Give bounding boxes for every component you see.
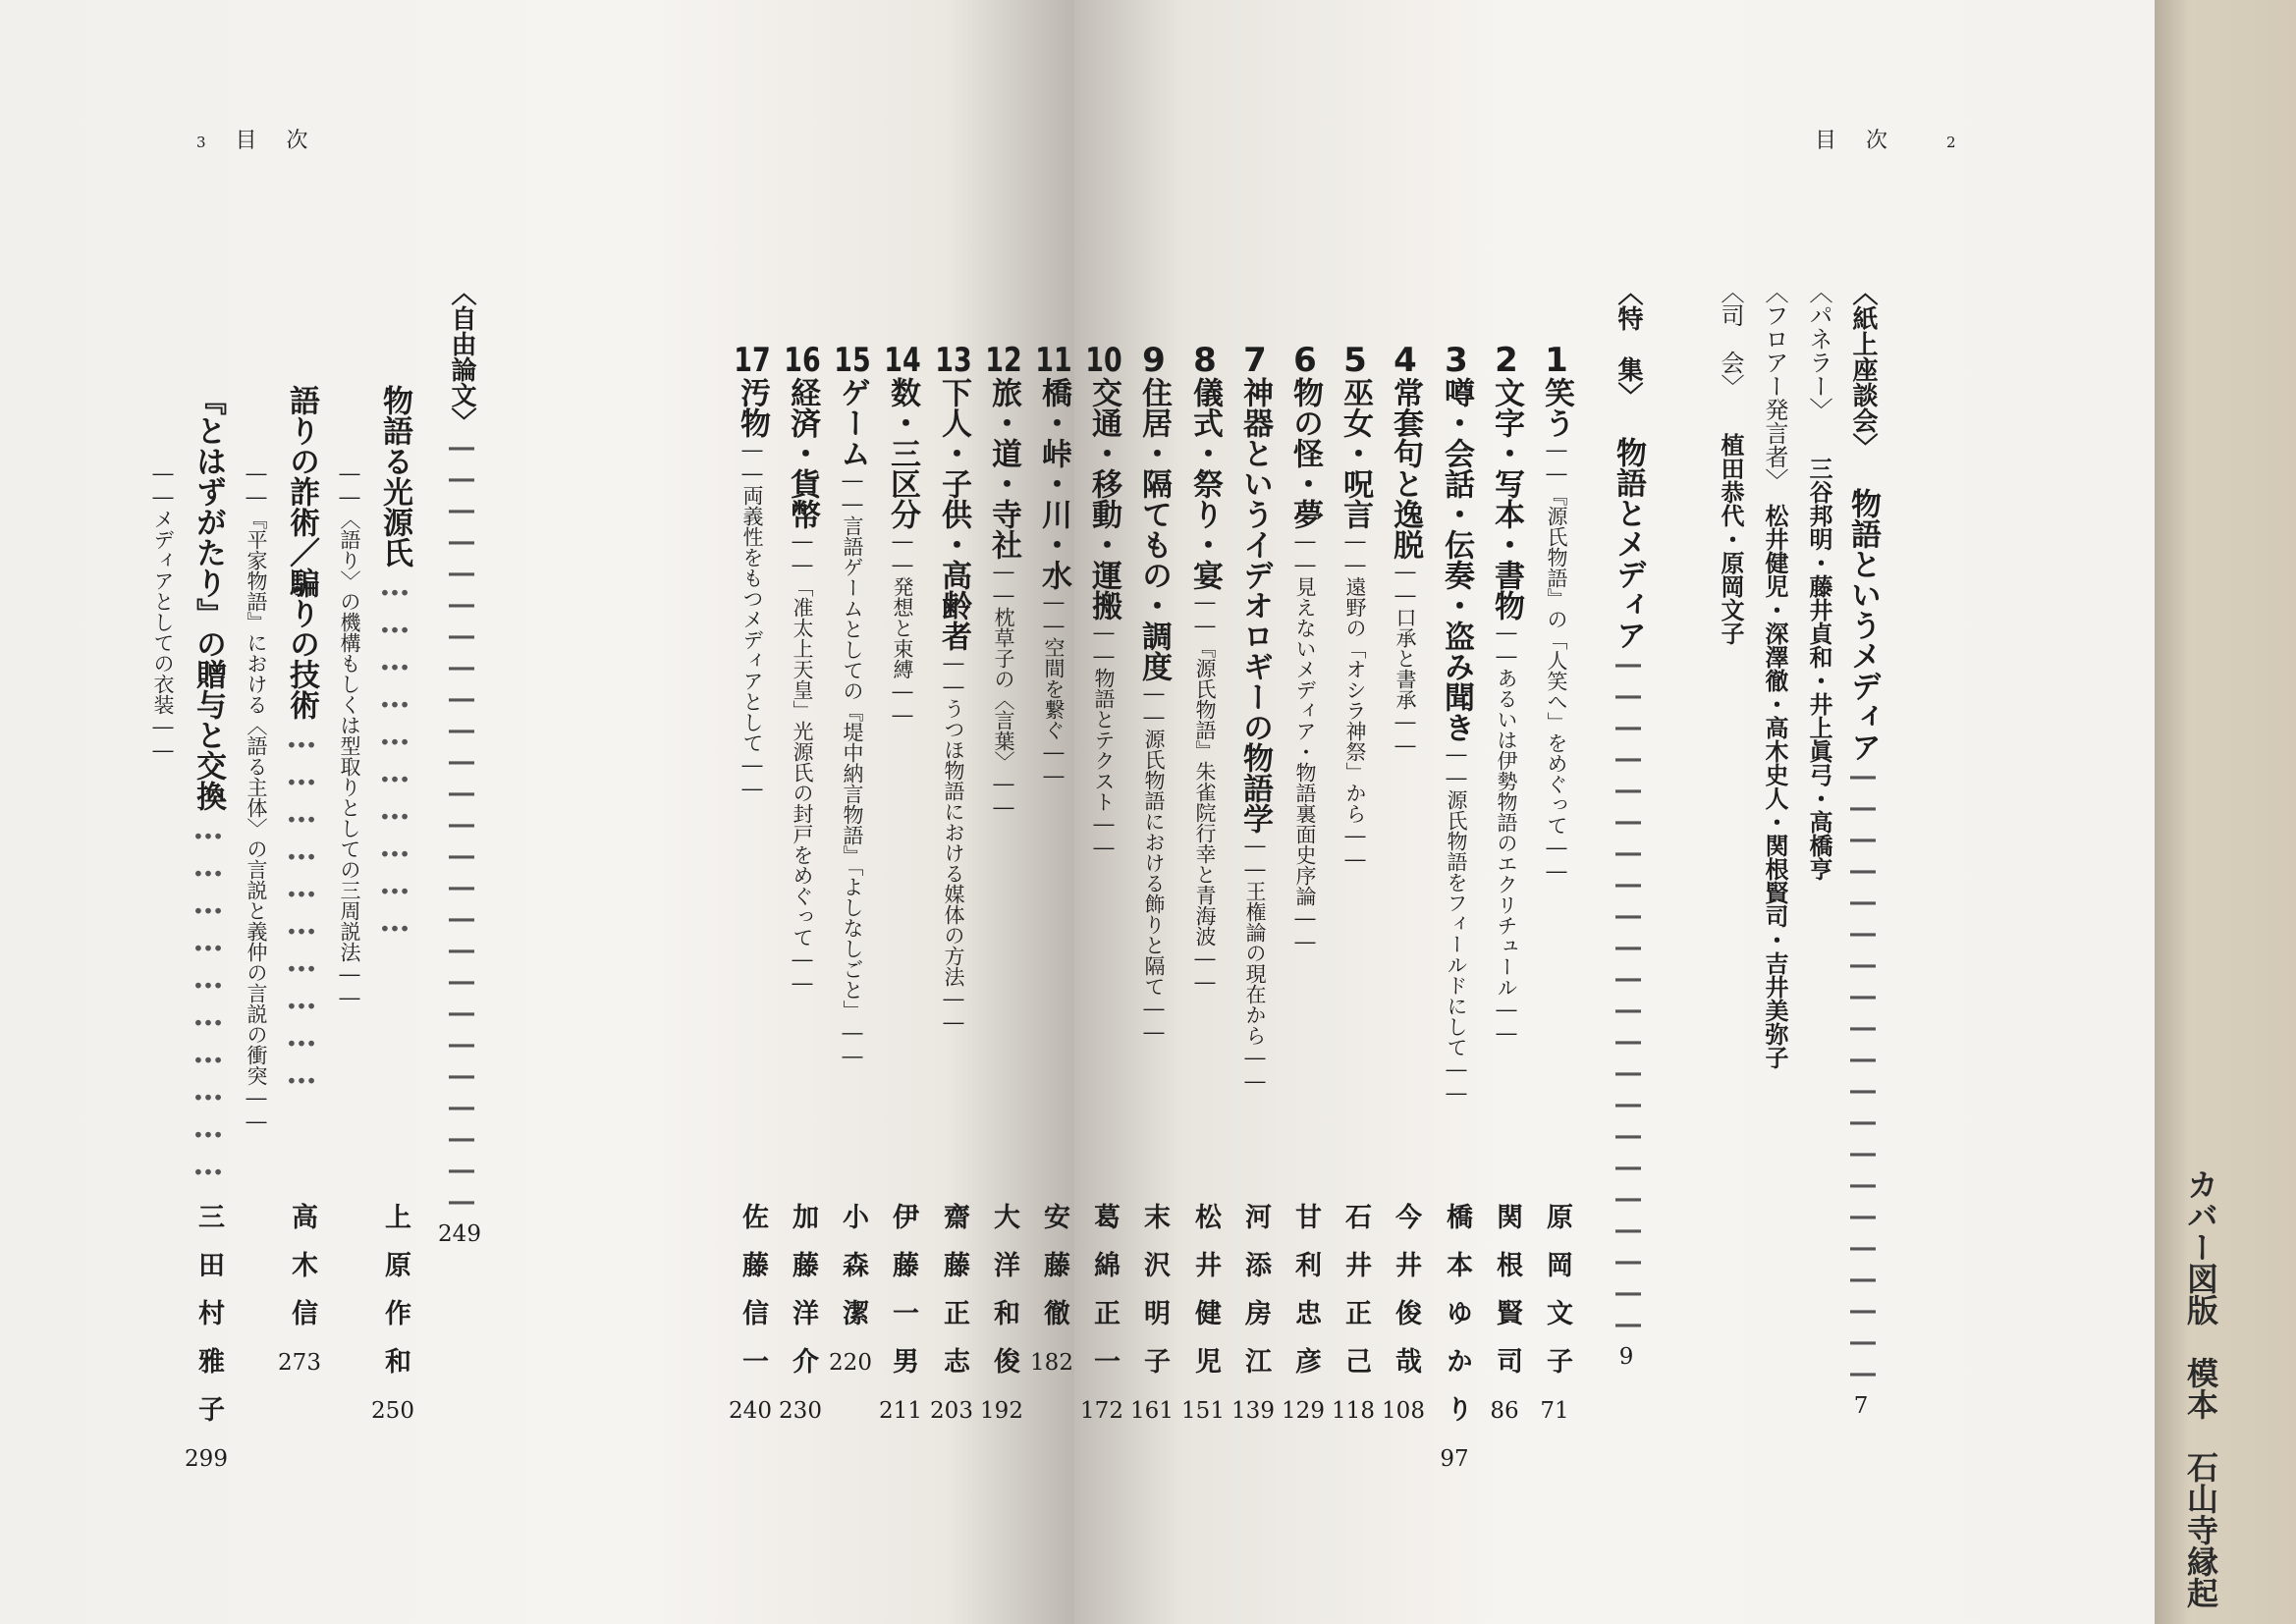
article-11[interactable]: 11橋・峠・川・水――空間を繋ぐ―― — [1032, 344, 1075, 787]
article-5[interactable]: 5巫女・呪言――遠野の「オシラ神祭」から―― — [1334, 344, 1377, 871]
moderator-line — [1709, 280, 1752, 645]
panel-label: 〈パネラー〉 — [1805, 280, 1832, 409]
article-15-byline — [831, 1203, 874, 1375]
article-number: 13 — [935, 344, 972, 377]
paper-title: 語りの詐術／騙りの技術 — [284, 385, 319, 720]
article-10[interactable]: 10交通・移動・運搬――物語とテクスト―― — [1082, 344, 1125, 859]
floor-line — [1753, 280, 1796, 1069]
article-number: 15 — [834, 344, 871, 377]
article-subtitle: 『源氏物語』朱雀院行幸と青海波 — [1193, 637, 1217, 947]
article-title: 交通・移動・運搬 — [1086, 377, 1121, 621]
article-page: 203 — [930, 1398, 973, 1424]
paper-subtitle: 『平家物語』における〈語る主体〉の言説と義仲の言説の衝突 — [245, 509, 268, 1086]
article-subtitle: 源氏物語をフィールドにして — [1445, 789, 1468, 1057]
tokushu-entry[interactable]: 〈特 集〉 物語とメディア――――――――――――――――――――――9 — [1611, 280, 1646, 1370]
paper-author: 高木信 — [287, 1203, 317, 1347]
paper-1-subtitle-line: ――〈語り〉の機構もしくは型取りとしての三周説法―― — [338, 461, 361, 1009]
article-number: 14 — [884, 344, 921, 377]
article-page: 129 — [1282, 1398, 1325, 1424]
article-author: 伊藤一男 — [888, 1203, 918, 1395]
running-head-right-text: 目次 — [1815, 129, 1918, 153]
article-4-byline — [1384, 1203, 1427, 1423]
article-author: 原岡文子 — [1542, 1203, 1572, 1395]
tokushu-page: 9 — [1618, 1344, 1634, 1370]
article-3-byline — [1435, 1203, 1478, 1471]
article-title: 噂・会話・伝奏・盗み聞き — [1439, 377, 1474, 742]
cover-credit: カバー図版 模本 石山寺縁起 — [2182, 1168, 2219, 1608]
article-page: 108 — [1382, 1398, 1425, 1424]
zadankai-label: 〈紙上座談会〉 — [1848, 280, 1878, 459]
article-author: 加藤洋介 — [788, 1203, 818, 1395]
running-head-left — [167, 124, 338, 154]
page-number-right: 2 — [1946, 134, 1956, 151]
article-author: 河添房江 — [1240, 1203, 1271, 1395]
article-page: 161 — [1130, 1398, 1174, 1424]
article-page: 230 — [779, 1398, 822, 1424]
article-13[interactable]: 13下人・子供・高齢者――うつほ物語における媒体の方法―― — [932, 344, 975, 1034]
moderator-names: 植田恭代・原岡文子 — [1717, 433, 1745, 645]
article-page: 240 — [729, 1398, 772, 1424]
article-10-byline — [1082, 1203, 1125, 1423]
moderator-label: 〈司 会〉 — [1717, 280, 1744, 386]
article-title: 住居・隔てもの・調度 — [1136, 377, 1172, 681]
article-title: 物の怪・夢 — [1287, 377, 1323, 529]
article-7-byline — [1233, 1203, 1277, 1423]
article-author: 松井健児 — [1190, 1203, 1221, 1395]
article-number: 12 — [985, 344, 1022, 377]
article-17[interactable]: 17汚物――両義性をもつメディアとして―― — [731, 344, 774, 800]
article-page: 211 — [879, 1398, 922, 1424]
article-subtitle: 見えないメディア・物語裏面史序論 — [1293, 576, 1317, 906]
article-page: 86 — [1490, 1398, 1519, 1424]
article-title: 汚物 — [735, 377, 770, 438]
article-subtitle: 言語ゲームとしての『堤中納言物語』「よしなしごと」 — [841, 515, 864, 1021]
article-title: 旅・道・寺社 — [986, 377, 1021, 560]
article-page: 182 — [1030, 1350, 1073, 1376]
article-8-byline — [1183, 1203, 1227, 1423]
article-title: 儀式・祭り・宴 — [1187, 377, 1223, 590]
article-4[interactable]: 4常套句と逸脱――口承と書承―― — [1384, 344, 1427, 757]
cover-flap — [2155, 0, 2296, 1624]
floor-names: 松井健児・深澤徹・高木史人・関根賢司・吉井美弥子 — [1761, 504, 1789, 1069]
article-1[interactable]: 1笑う――『源氏物語』の「人笑へ」をめぐって―― — [1535, 344, 1578, 883]
article-page: 118 — [1332, 1398, 1375, 1424]
running-head-left-text: 目次 — [235, 129, 338, 153]
article-author: 甘利忠彦 — [1290, 1203, 1321, 1395]
paper-page: 273 — [278, 1350, 321, 1376]
paper-page: 250 — [371, 1398, 414, 1424]
article-author: 今井俊哉 — [1391, 1203, 1421, 1395]
article-8[interactable]: 8儀式・祭り・宴――『源氏物語』朱雀院行幸と青海波―― — [1183, 344, 1227, 994]
page-number-left: 3 — [196, 134, 206, 151]
article-subtitle: 「准太上天皇」光源氏の封戸をめぐって — [791, 576, 814, 947]
article-author: 末沢明子 — [1139, 1203, 1170, 1395]
article-number: 8 — [1193, 344, 1217, 377]
article-number: 3 — [1445, 344, 1468, 377]
article-number: 1 — [1545, 344, 1568, 377]
paper-subtitle: 〈語り〉の機構もしくは型取りとしての三周説法 — [338, 509, 361, 962]
paper-2-byline — [280, 1203, 323, 1375]
article-author: 安藤徹 — [1039, 1203, 1069, 1347]
article-16[interactable]: 16経済・貨幣――「准太上天皇」光源氏の封戸をめぐって―― — [781, 344, 824, 995]
article-title: 巫女・呪言 — [1338, 377, 1373, 529]
article-number: 2 — [1495, 344, 1518, 377]
article-13-byline — [932, 1203, 975, 1423]
article-page: 151 — [1181, 1398, 1225, 1424]
article-17-byline — [731, 1203, 774, 1423]
zadankai-title: 物語というメディア — [1845, 488, 1881, 762]
article-subtitle: 物語とテクスト — [1092, 668, 1116, 812]
article-6-byline — [1284, 1203, 1327, 1423]
tokushu-label: 〈特 集〉 — [1613, 280, 1643, 407]
article-subtitle: 空間を繋ぐ — [1042, 637, 1066, 740]
article-author: 葛綿正一 — [1089, 1203, 1120, 1395]
article-number: 6 — [1293, 344, 1317, 377]
paper-2-subtitle-line: ――『平家物語』における〈語る主体〉の言説と義仲の言説の衝突―― — [245, 461, 268, 1133]
article-subtitle: 両義性をもつメディアとして — [740, 485, 764, 753]
article-page: 97 — [1440, 1446, 1469, 1472]
zadankai-entry[interactable]: 〈紙上座談会〉 物語というメディア――――――――――――――――――――7 — [1845, 280, 1881, 1419]
article-15[interactable]: 15ゲーム――言語ゲームとしての『堤中納言物語』「よしなしごと」―― — [831, 344, 874, 1068]
paper-3[interactable]: 『とはずがたり』の贈与と交換………………………… — [191, 385, 226, 1184]
paper-author: 三田村雅子 — [193, 1203, 224, 1443]
article-title: 下人・子供・高齢者 — [936, 377, 971, 651]
panel-line — [1797, 280, 1840, 881]
article-14[interactable]: 14数・三区分――発想と束縛―― — [881, 344, 924, 727]
article-subtitle: 王権論の現在から — [1243, 881, 1267, 1046]
paper-2[interactable]: 語りの詐術／騙りの技術………………………… — [284, 385, 319, 1093]
article-2[interactable]: 2文字・写本・書物――あるいは伊勢物語のエクリチュール―― — [1485, 344, 1528, 1045]
paper-title: 物語る光源氏 — [377, 385, 412, 568]
article-title: 常套句と逸脱 — [1388, 377, 1423, 560]
article-author: 橋本ゆかり — [1442, 1203, 1472, 1443]
jiyu-page: 249 — [438, 1221, 481, 1247]
article-7[interactable]: 7神器というイデオロギーの物語学――王権論の現在から―― — [1233, 344, 1277, 1093]
article-page: 220 — [829, 1350, 872, 1376]
article-title: 経済・貨幣 — [785, 377, 820, 529]
article-number: 16 — [784, 344, 821, 377]
paper-1[interactable]: 物語る光源氏………………………… — [377, 385, 412, 941]
article-1-byline — [1535, 1203, 1578, 1423]
article-number: 4 — [1394, 344, 1417, 377]
article-6[interactable]: 6物の怪・夢――見えないメディア・物語裏面史序論―― — [1284, 344, 1327, 953]
article-page: 71 — [1540, 1398, 1569, 1424]
paper-title: 『とはずがたり』の贈与と交換 — [191, 385, 226, 811]
article-page: 172 — [1080, 1398, 1123, 1424]
running-head-right — [1815, 124, 1986, 154]
article-author: 大洋和俊 — [989, 1203, 1019, 1395]
article-11-byline — [1032, 1203, 1075, 1375]
paper-1-byline — [373, 1203, 416, 1423]
article-number: 17 — [734, 344, 771, 377]
article-12-byline — [982, 1203, 1025, 1423]
article-subtitle: 発想と束縛 — [891, 576, 914, 679]
article-2-byline — [1485, 1203, 1528, 1423]
article-number: 10 — [1085, 344, 1122, 377]
article-subtitle: 枕草子の〈言葉〉 — [992, 607, 1015, 772]
article-number: 5 — [1343, 344, 1367, 377]
article-title: 笑う — [1539, 377, 1574, 438]
article-author: 齋藤正志 — [939, 1203, 969, 1395]
article-9[interactable]: 9住居・隔てもの・調度――源氏物語における飾りと隔て―― — [1132, 344, 1175, 1044]
article-title: 橋・峠・川・水 — [1036, 377, 1071, 590]
article-author: 関根賢司 — [1492, 1203, 1522, 1395]
article-title: 神器というイデオロギーの物語学 — [1237, 377, 1273, 834]
article-author: 石井正己 — [1340, 1203, 1371, 1395]
jiyu-entry[interactable]: 〈自由論文〉―――――――――――――――――――――――――249 — [438, 280, 481, 1247]
article-number: 7 — [1243, 344, 1267, 377]
paper-author: 上原作和 — [380, 1203, 410, 1395]
paper-subtitle: メディアとしての衣装 — [151, 509, 175, 715]
panel-names: 三谷邦明・藤井貞和・井上眞弓・高橋亨 — [1805, 457, 1833, 881]
article-page: 192 — [980, 1398, 1023, 1424]
article-3[interactable]: 3噂・会話・伝奏・盗み聞き――源氏物語をフィールドにして―― — [1435, 344, 1478, 1105]
article-9-byline — [1132, 1203, 1175, 1423]
article-title: 数・三区分 — [885, 377, 920, 529]
article-subtitle: 口承と書承 — [1394, 607, 1417, 710]
article-page: 139 — [1231, 1398, 1275, 1424]
zadankai-page: 7 — [1853, 1393, 1869, 1419]
paper-3-byline — [187, 1203, 230, 1471]
article-subtitle: 遠野の「オシラ神祭」から — [1343, 576, 1367, 824]
article-author: 小森潔 — [838, 1203, 868, 1347]
article-title: 文字・写本・書物 — [1489, 377, 1524, 621]
article-number: 11 — [1035, 344, 1072, 377]
jiyu-label: 〈自由論文〉 — [447, 280, 476, 433]
article-title: ゲーム — [835, 377, 870, 468]
floor-label: 〈フロアー発言者〉 — [1761, 280, 1788, 480]
article-12[interactable]: 12旅・道・寺社――枕草子の〈言葉〉―― — [982, 344, 1025, 819]
article-subtitle: 『源氏物語』の「人笑へ」をめぐって — [1545, 485, 1568, 836]
article-5-byline — [1334, 1203, 1377, 1423]
article-subtitle: あるいは伊勢物語のエクリチュール — [1495, 668, 1518, 998]
article-16-byline — [781, 1203, 824, 1423]
article-subtitle: 源氏物語における飾りと隔て — [1142, 729, 1166, 997]
paper-page: 299 — [185, 1446, 228, 1472]
article-author: 佐藤信一 — [738, 1203, 768, 1395]
article-14-byline — [881, 1203, 924, 1423]
paper-3-subtitle-line: ――メディアとしての衣装―― — [151, 461, 175, 762]
article-number: 9 — [1142, 344, 1166, 377]
tokushu-title: 物語とメディア — [1611, 437, 1646, 650]
article-subtitle: うつほ物語における媒体の方法 — [942, 698, 965, 987]
